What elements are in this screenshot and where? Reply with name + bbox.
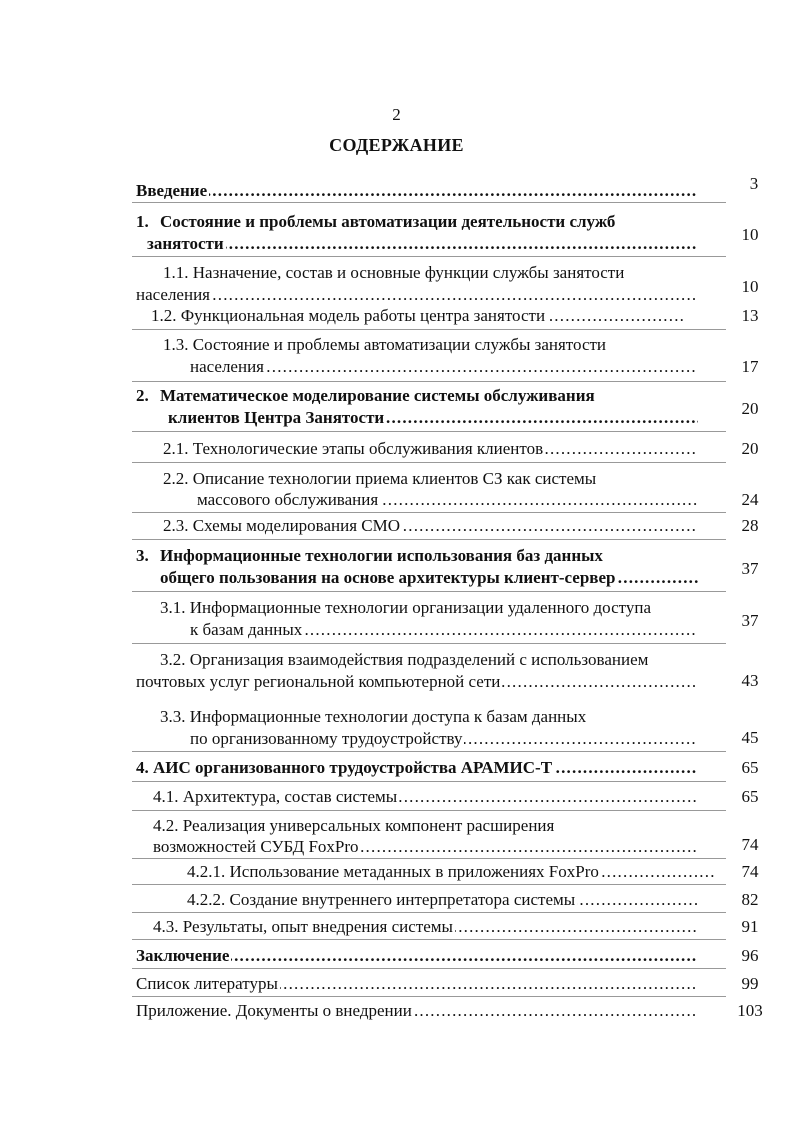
toc-intro-label: Введение ..... <box>136 180 698 201</box>
toc-intro-page: 3 <box>749 174 759 193</box>
separator <box>132 996 726 997</box>
toc-conclusion-page: 96 <box>741 946 759 965</box>
toc-s3-1-line1: 3.1. Информационные технологии организации удаленного доступа <box>160 598 651 617</box>
toc-s4-2-2-page: 82 <box>741 890 759 909</box>
toc-s2-2-page: 24 <box>741 490 759 509</box>
separator <box>132 810 726 811</box>
toc-s2-line2: клиентов Центра Занятости ..... <box>168 407 698 428</box>
page-number: 2 <box>392 105 401 124</box>
separator <box>132 968 726 969</box>
toc-s1-1-line1: 1.1. Назначение, состав и основные функции службы занятости <box>163 263 625 282</box>
toc-s2-number: 2. <box>136 386 149 405</box>
toc-s4-1-label: 4.1. Архитектура, состав системы ..... <box>153 786 698 807</box>
separator <box>132 512 726 513</box>
toc-s4-label: 4. АИС организованного трудоустройства АРАМИС-Т ..... <box>136 757 698 778</box>
separator <box>132 884 726 885</box>
separator <box>132 431 726 432</box>
toc-s4-3-page: 91 <box>741 917 759 936</box>
separator <box>132 912 726 913</box>
separator <box>132 939 726 940</box>
toc-s3-2-line2: почтовых услуг региональной компьютерной сети ..... <box>136 671 698 692</box>
separator <box>132 591 726 592</box>
toc-references-label: Список литературы ..... <box>136 973 698 994</box>
toc-s1-3-line2: населения ..... <box>190 356 698 377</box>
toc-conclusion-label: Заключение ..... <box>136 945 698 966</box>
toc-s3-3-line2: по организованному трудоустройству ..... <box>190 728 698 749</box>
separator <box>132 539 726 540</box>
toc-s1-1-line2: населения ..... <box>136 284 698 305</box>
toc-s3-2-line1: 3.2. Организация взаимодействия подразделений с использованием <box>160 650 649 669</box>
toc-s2-2-line1: 2.2. Описание технологии приема клиентов СЗ как системы <box>163 469 597 488</box>
separator <box>132 643 726 644</box>
toc-s4-3-label: 4.3. Результаты, опыт внедрения системы ..... <box>153 916 698 937</box>
toc-s3-page: 37 <box>741 559 759 578</box>
toc-s3-number: 3. <box>136 546 149 565</box>
toc-s3-3-page: 45 <box>741 728 759 747</box>
separator <box>132 751 726 752</box>
toc-s1-3-page: 17 <box>741 357 759 376</box>
separator <box>132 381 726 382</box>
toc-s3-1-page: 37 <box>741 611 759 630</box>
toc-s1-number: 1. <box>136 212 149 231</box>
toc-s4-2-page: 74 <box>741 835 759 854</box>
toc-s4-2-1-page: 74 <box>741 862 759 881</box>
toc-s3-line1: Информационные технологии использования баз данных <box>160 546 603 565</box>
page-title: СОДЕРЖАНИЕ <box>329 135 464 155</box>
separator <box>132 202 726 203</box>
toc-s1-3-line1: 1.3. Состояние и проблемы автоматизации службы занятости <box>163 335 607 354</box>
toc-s3-2-page: 43 <box>741 671 759 690</box>
toc-s2-3-label: 2.3. Схемы моделирования СМО ..... <box>163 515 698 536</box>
toc-s2-1-page: 20 <box>741 439 759 458</box>
toc-s4-page: 65 <box>741 758 759 777</box>
toc-s4-1-page: 65 <box>741 787 759 806</box>
toc-s3-1-line2: к базам данных ..... <box>190 619 698 640</box>
separator <box>132 256 726 257</box>
toc-s1-line1: Состояние и проблемы автоматизации деятельности служб <box>160 212 616 231</box>
toc-s1-2-page: 13 <box>741 306 759 325</box>
separator <box>132 858 726 859</box>
toc-s1-2-label: 1.2. Функциональная модель работы центра занятости ..... <box>151 305 685 326</box>
toc-appendix-page: 103 <box>737 1001 763 1020</box>
toc-s2-page: 20 <box>741 399 759 418</box>
toc-s1-page: 10 <box>741 225 759 244</box>
separator <box>132 781 726 782</box>
toc-s1-1-page: 10 <box>741 277 759 296</box>
toc-appendix-label: Приложение. Документы о внедрении ..... <box>136 1000 698 1021</box>
toc-s3-3-line1: 3.3. Информационные технологии доступа к базам данных <box>160 707 587 726</box>
toc-references-page: 99 <box>741 974 759 993</box>
separator <box>132 329 726 330</box>
toc-s4-2-line1: 4.2. Реализация универсальных компонент расширения <box>153 816 555 835</box>
separator <box>132 462 726 463</box>
toc-s4-2-line2: возможностей СУБД FoxPro ..... <box>153 836 698 857</box>
toc-s2-line1: Математическое моделирование системы обслуживания <box>160 386 595 405</box>
toc-s4-2-1-label: 4.2.1. Использование метаданных в приложениях FoxPro ..... <box>187 861 715 882</box>
toc-s4-2-2-label: 4.2.2. Создание внутреннего интерпретатора системы ..... <box>187 889 698 910</box>
toc-s2-1-label: 2.1. Технологические этапы обслуживания клиентов ..... <box>163 438 698 459</box>
toc-s3-line2: общего пользования на основе архитектуры клиент-сервер ..... <box>160 567 698 588</box>
toc-s2-2-line2: массового обслуживания ..... <box>197 489 698 510</box>
toc-s2-3-page: 28 <box>741 516 759 535</box>
toc-s1-line2: занятости ..... <box>147 233 697 254</box>
